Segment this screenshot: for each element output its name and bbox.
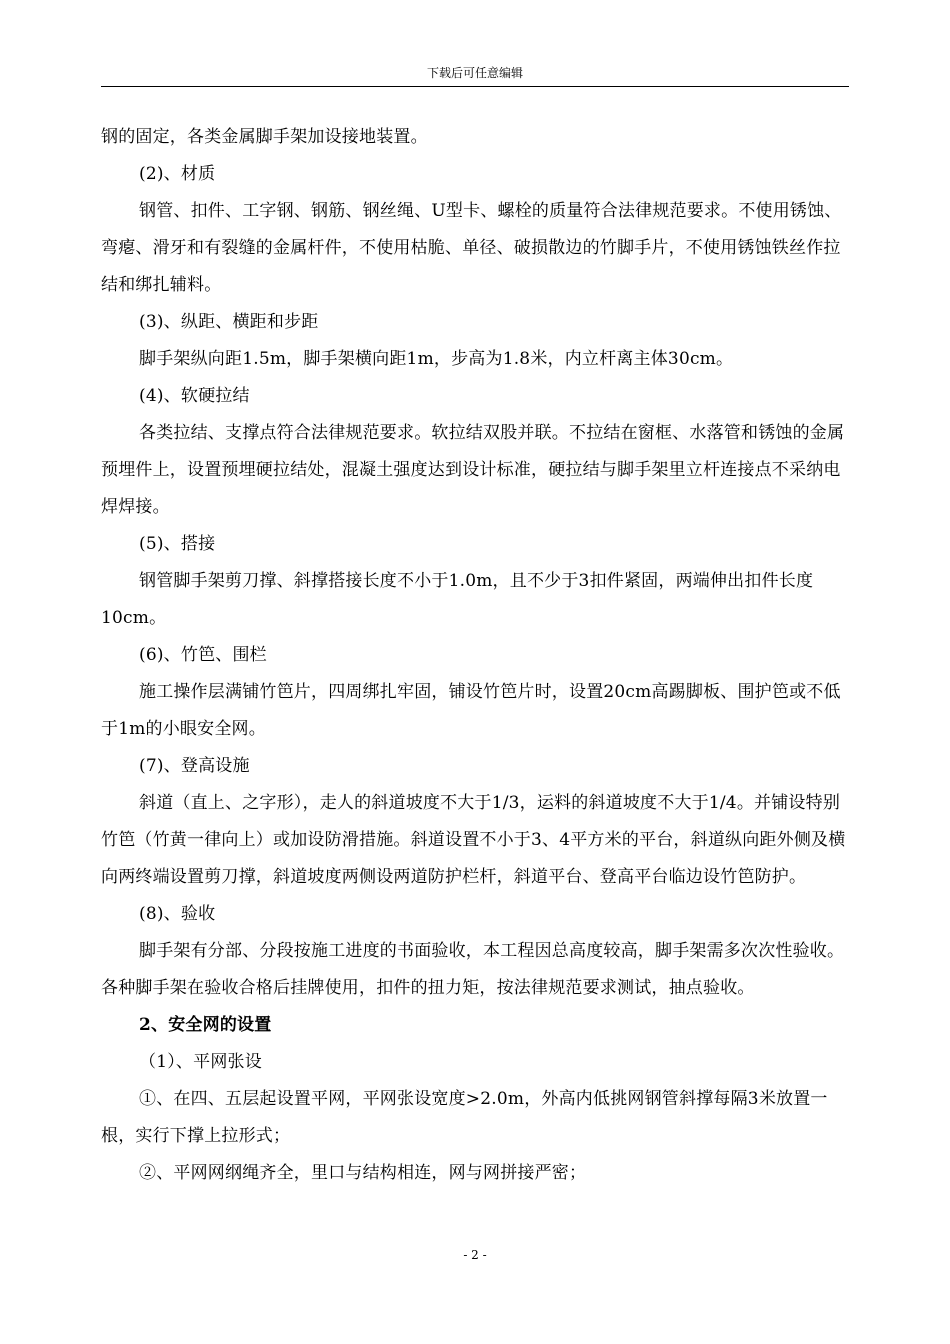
body-paragraph: (6)、竹笆、围栏 [139, 645, 267, 665]
body-paragraph: 钢管、扣件、工字钢、钢筋、钢丝绳、U型卡、螺栓的质量符合法律规范要求。不使用锈蚀、弯瘪、滑牙和有裂缝的金属杆件，不使用枯脆、单径、破损散边的竹脚手片，不使用锈蚀铁丝作拉结和绑扎辅料。 [101, 201, 842, 295]
body-paragraph: 脚手架纵向距1.5m，脚手架横向距1m，步高为1.8米，内立杆离主体30cm。 [139, 349, 734, 369]
document-body [101, 119, 849, 1192]
body-paragraph: (7)、登高设施 [139, 756, 250, 776]
page-header: 下载后可任意编辑 [426, 66, 523, 80]
body-paragraph: (8)、验收 [139, 904, 216, 924]
body-paragraph: 施工操作层满铺竹笆片，四周绑扎牢固，铺设竹笆片时，设置20cm高踢脚板、围护笆或不低于1m的小眼安全网。 [101, 682, 841, 739]
page-number: - 2 - [463, 1248, 487, 1262]
body-paragraph: (4)、软硬拉结 [139, 386, 250, 406]
body-paragraph: （1）、平网张设 [139, 1052, 262, 1072]
body-paragraph: (5)、搭接 [139, 534, 216, 554]
section-heading: 2、安全网的设置 [139, 1015, 272, 1035]
body-paragraph: ②、平网网纲绳齐全，里口与结构相连，网与网拼接严密； [139, 1163, 587, 1183]
body-paragraph: 各类拉结、支撑点符合法律规范要求。软拉结双股并联。不拉结在窗框、水落管和锈蚀的金属预埋件上，设置预埋硬拉结处，混凝土强度达到设计标准，硬拉结与脚手架里立杆连接点不采纳电焊焊接。 [101, 423, 845, 517]
body-paragraph: 钢的固定，各类金属脚手架加设接地装置。 [101, 127, 428, 147]
body-paragraph: ①、在四、五层起设置平网，平网张设宽度>2.0m，外高内低挑网钢管斜撑每隔3米放置一根，实行下撑上拉形式； [101, 1089, 828, 1146]
header-divider [101, 86, 849, 87]
body-paragraph: (2)、材质 [139, 164, 216, 184]
body-paragraph: (3)、纵距、横距和步距 [139, 312, 319, 332]
body-paragraph: 斜道（直上、之字形），走人的斜道坡度不大于1/3，运料的斜道坡度不大于1/4。并铺设特别竹笆（竹黄一律向上）或加设防滑措施。斜道设置不小于3、4平方米的平台，斜道纵向距外侧及横向两终端设置剪刀撑，斜道坡度两侧设两道防护栏杆，斜道平台、登高平台临边设竹笆防护。 [101, 793, 846, 887]
body-paragraph: 脚手架有分部、分段按施工进度的书面验收，本工程因总高度较高，脚手架需多次次性验收。各种脚手架在验收合格后挂牌使用，扣件的扭力矩，按法律规范要求测试，抽点验收。 [101, 941, 845, 998]
body-paragraph: 钢管脚手架剪刀撑、斜撑搭接长度不小于1.0m，且不少于3扣件紧固，两端伸出扣件长度10cm。 [101, 571, 814, 628]
